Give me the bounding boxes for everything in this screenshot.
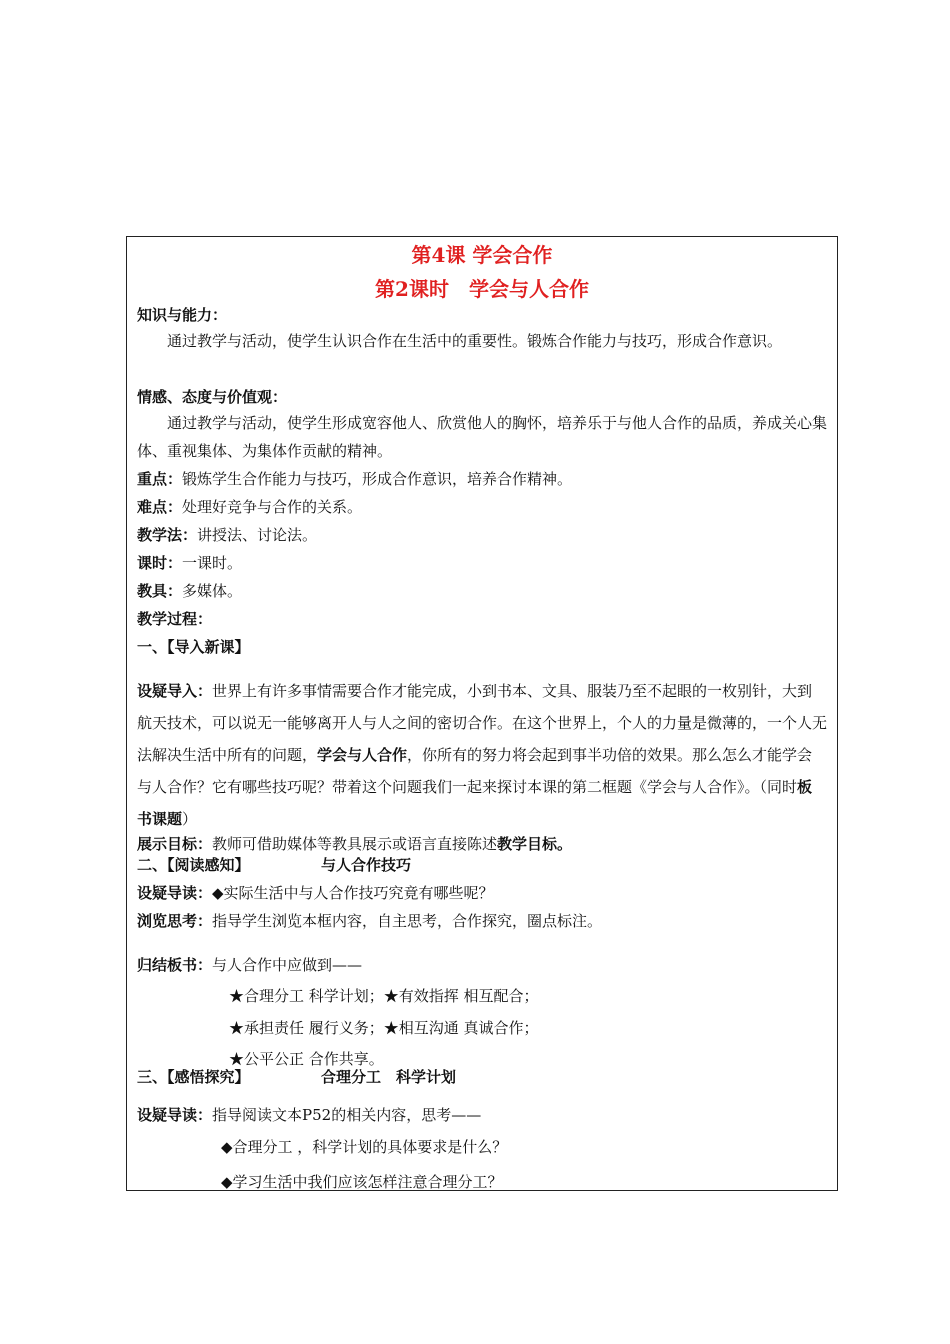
tools-line (137, 581, 242, 601)
period-line (137, 553, 242, 573)
goal-bold: 教学目标。 (497, 835, 573, 853)
intro-text-b: ，你所有的努力将会起到事半功倍的效果。那么怎么才能学会与人合作？它有哪些技巧呢？带着这个问题我们一起来探讨本课的第二框题《学会与人合作》。（同时 (137, 746, 813, 796)
emotion-heading: 情感、态度与价值观： (137, 388, 288, 406)
section3-heading: 三、【感悟探究】 (137, 1068, 250, 1086)
question-1: ◆合理分工 ，科学计划的具体要求是什么？ (221, 1138, 508, 1156)
browse-label: 浏览思考： (137, 912, 213, 930)
method-text: 讲授法、讨论法。 (197, 526, 318, 544)
lesson-title: 第4课 学会合作 (411, 243, 553, 267)
goal-line (137, 834, 572, 854)
section3-guide-label: 设疑导读： (137, 1106, 213, 1124)
section2-heading: 二、【阅读感知】 (137, 856, 250, 874)
process-heading: 教学过程： (137, 610, 213, 628)
summary-text: 与人合作中应做到—— (212, 956, 363, 974)
key-point-label: 重点： (137, 470, 183, 488)
section2-guide-label: 设疑导读： (137, 884, 213, 902)
summary-line (137, 955, 362, 975)
tools-text: 多媒体。 (182, 582, 243, 600)
difficulty-label: 难点： (137, 498, 183, 516)
difficulty-line (137, 497, 362, 517)
method-line (137, 525, 317, 545)
key-point-line (137, 469, 572, 489)
period-label: 课时： (137, 554, 183, 572)
knowledge-text: 通过教学与活动，使学生认识合作在生活中的重要性。锻炼合作能力与技巧，形成合作意识。 (167, 332, 783, 350)
period-title: 第2课时 学会与人合作 (375, 277, 589, 301)
section2-guide-line (137, 883, 494, 903)
browse-text: 指导学生浏览本框内容，自主思考，合作探究，圈点标注。 (212, 912, 603, 930)
intro-text-a: 世界上有许多事情需要合作才能完成，小到书本、文具、服装乃至不起眼的一枚别针，大到航天技术，可以说无一能够离开人与人之间的密切合作。在这个世界上，个人的力量是微薄的，一个人无法解决生活中所有的问题， (137, 682, 828, 764)
section2-subtitle: 与人合作技巧 (321, 856, 412, 874)
goal-text: 教师可借助媒体等教具展示或语言直接陈述 (212, 835, 498, 853)
intro-text-c: ） (182, 810, 198, 828)
key-point-text: 锻炼学生合作能力与技巧，形成合作意识，培养合作精神。 (182, 470, 573, 488)
intro-bold: 学会与人合作 (317, 746, 408, 764)
difficulty-text: 处理好竞争与合作的关系。 (182, 498, 363, 516)
knowledge-heading: 知识与能力： (137, 306, 228, 324)
summary-item: ★公平公正 合作共享。 (229, 1050, 384, 1068)
method-label: 教学法： (137, 526, 198, 544)
intro-paragraph (137, 675, 827, 835)
summary-label: 归结板书： (137, 956, 213, 974)
emotion-text: 通过教学与活动，使学生形成宽容他人、欣赏他人的胸怀，培养乐于与他人合作的品质，养成关心集体、重视集体、为集体作贡献的精神。 (137, 414, 828, 460)
period-text: 一课时。 (182, 554, 243, 572)
tools-label: 教具： (137, 582, 183, 600)
summary-item: ★合理分工 科学计划；★有效指挥 相互配合； (229, 987, 539, 1005)
summary-item: ★承担责任 履行义务；★相互沟通 真诚合作； (229, 1019, 539, 1037)
question-2: ◆学习生活中我们应该怎样注意合理分工？ (221, 1173, 503, 1191)
section1-heading: 一、【导入新课】 (137, 638, 250, 656)
browse-line (137, 911, 602, 931)
intro-bold2: 板书课题 (137, 778, 813, 828)
section3-subtitle: 合理分工 科学计划 (321, 1068, 457, 1086)
goal-label: 展示目标： (137, 835, 213, 853)
section3-guide-line (137, 1105, 481, 1125)
section2-guide-text: ◆实际生活中与人合作技巧究竟有哪些呢？ (212, 884, 494, 902)
intro-label: 设疑导入： (137, 682, 213, 700)
lesson-plan-frame (126, 236, 838, 1191)
section3-guide-text: 指导阅读文本P52的相关内容，思考—— (212, 1106, 482, 1124)
